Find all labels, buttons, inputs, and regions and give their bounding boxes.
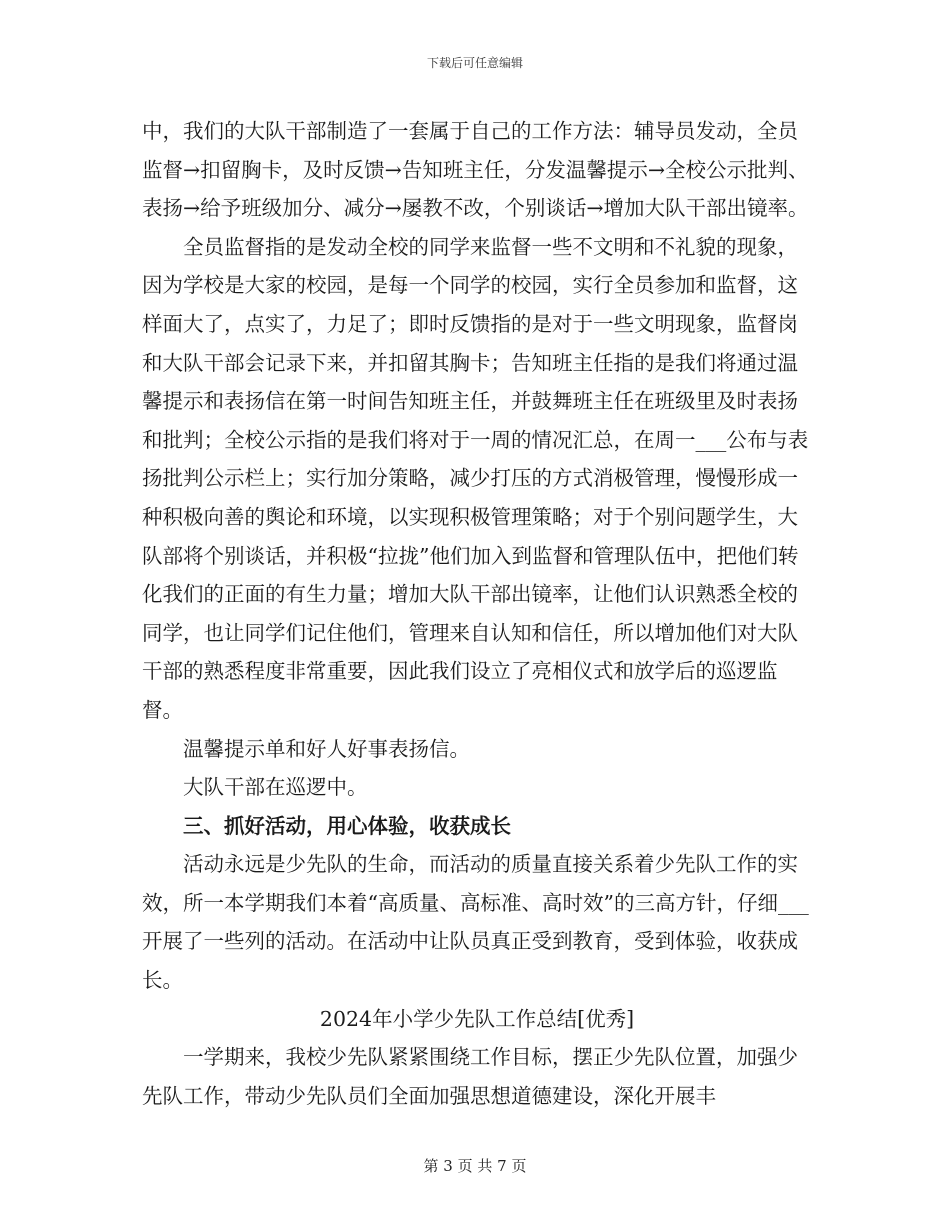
paragraph-activities: 活动永远是少先队的生命，而活动的质量直接关系着少先队工作的实效，所一本学期我们本着“高质量、高标准、高时效”的三高方针，仔细___开展了一些列的活动。在活动中让队员真正受到教育，受到体验，收获成长。 bbox=[142, 852, 809, 993]
caption-patrol: 大队干部在巡逻中。 bbox=[183, 775, 368, 800]
paragraph-summary-intro: 一学期来，我校少先队紧紧围绕工作目标，摆正少先队位置，加强少先队工作，带动少先队员们全面加强思想道德建设，深化开展丰 bbox=[142, 1045, 798, 1108]
page-header: 下载后可任意编辑 bbox=[426, 56, 523, 70]
section-heading: 三、抓好活动，用心体验，收获成长 bbox=[183, 813, 511, 838]
document-title: 2024年小学少先队工作总结[优秀] bbox=[319, 1006, 635, 1031]
paragraph-work-method: 中，我们的大队干部制造了一套属于自己的工作方法：辅导员发动，全员监督→扣留胸卡，及时反馈→告知班主任，分发温馨提示→全校公示批判、表扬→给予班级加分、减分→屡教不改，个别谈话→增加大队干部出镜率。 bbox=[142, 119, 809, 221]
caption-reminder-letter: 温馨提示单和好人好事表扬信。 bbox=[183, 736, 470, 761]
page-number: 第 3 页 共 7 页 bbox=[423, 1157, 527, 1175]
document-body bbox=[142, 112, 812, 1115]
paragraph-supervision: 全员监督指的是发动全校的同学来监督一些不文明和不礼貌的现象，因为学校是大家的校园，是每一个同学的校园，实行全员参加和监督，这样面大了，点实了，力足了；即时反馈指的是对于一些文明现象，监督岗和大队干部会记录下来，并扣留其胸卡；告知班主任指的是我们将通过温馨提示和表扬信在第一时间告知班主任，并鼓舞班主任在班级里及时表扬和批判；全校公示指的是我们将对于一周的情况汇总，在周一___公布与表扬批判公示栏上；实行加分策略，减少打压的方式消极管理，慢慢形成一种积极向善的舆论和环境，以实现积极管理策略；对于个别问题学生，大队部将个别谈话，并积极“拉拢”他们加入到监督和管理队伍中，把他们转化我们的正面的有生力量；增加大队干部出镜率，让他们认识熟悉全校的同学，也让同学们记住他们，管理来自认知和信任，所以增加他们对大队干部的熟悉程度非常重要，因此我们设立了亮相仪式和放学后的巡逻监督。 bbox=[142, 234, 809, 722]
